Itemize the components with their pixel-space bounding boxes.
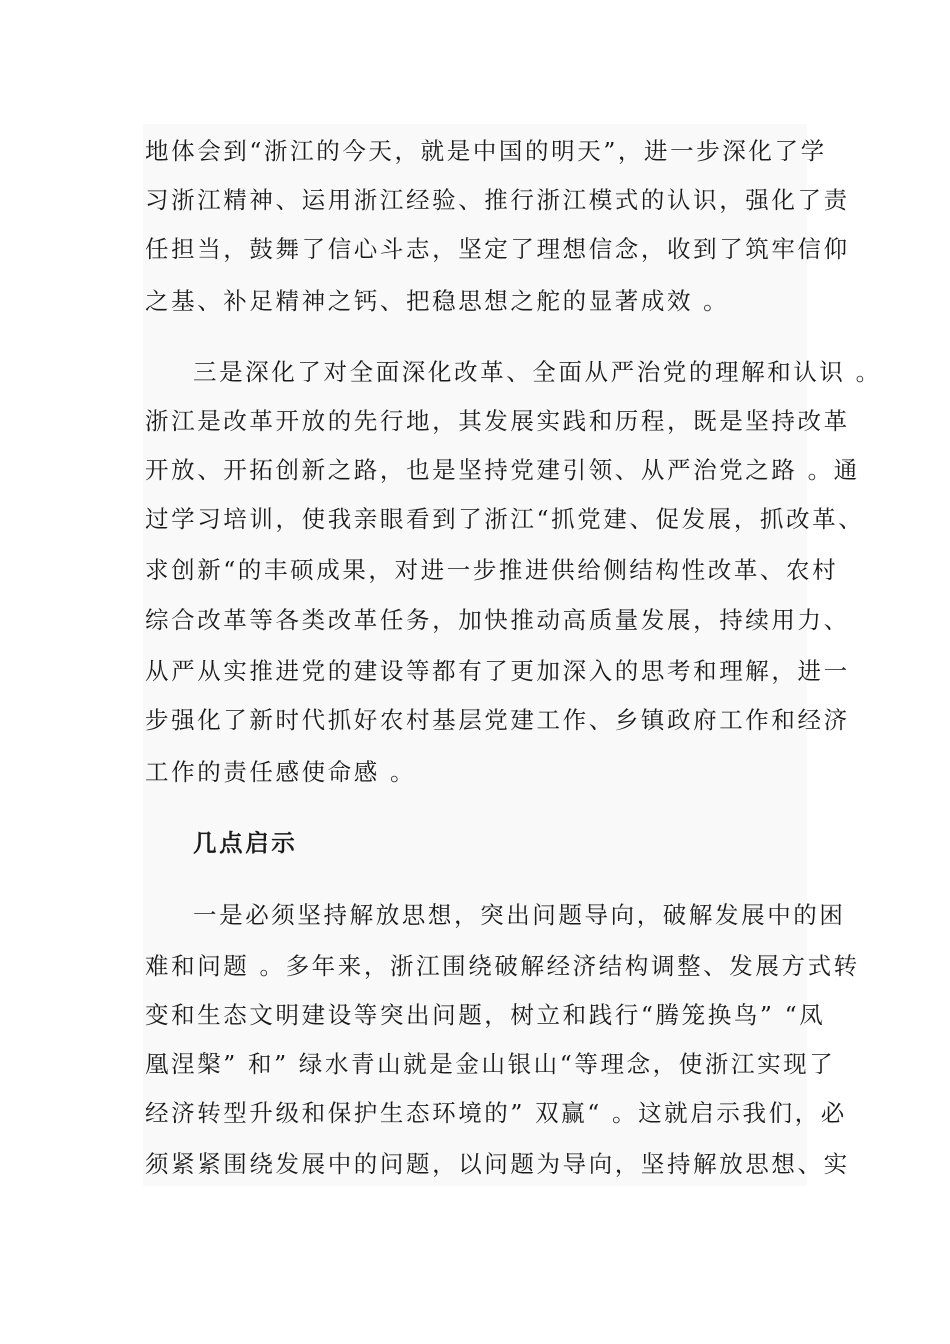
section-heading: 几点启示 bbox=[193, 829, 298, 857]
paragraph-first-line: 一是必须坚持解放思想，突出问题导向，破解发展中的困 bbox=[193, 901, 846, 929]
paragraph-first-line: 三是深化了对全面深化改革、全面从严治党的理解和认识 。 bbox=[193, 358, 882, 386]
paragraph-line: 之基、补足精神之钙、把稳思想之舵的显著成效 。 bbox=[145, 287, 730, 315]
paragraph-line: 习浙江精神、运用浙江经验、推行浙江模式的认识，强化了责 bbox=[145, 186, 850, 214]
paragraph-line: 地体会到“浙江的今天，就是中国的明天”，进一步深化了学 bbox=[145, 137, 827, 165]
paragraph-line: 须紧紧围绕发展中的问题，以问题为导向，坚持解放思想、实 bbox=[145, 1150, 850, 1178]
paragraph-line: 经济转型升级和保护生态环境的” 双赢“ 。这就启示我们，必 bbox=[145, 1099, 847, 1127]
paragraph-line: 工作的责任感使命感 。 bbox=[145, 758, 417, 786]
paragraph-line: 开放、开拓创新之路，也是坚持党建引领、从严治党之路 。通 bbox=[145, 456, 860, 484]
paragraph-line: 求创新“的丰硕成果，对进一步推进供给侧结构性改革、农村 bbox=[145, 556, 839, 584]
paragraph-line: 任担当，鼓舞了信心斗志，坚定了理想信念，收到了筑牢信仰 bbox=[145, 235, 850, 263]
paragraph-line: 步强化了新时代抓好农村基层党建工作、乡镇政府工作和经济 bbox=[145, 706, 850, 734]
paragraph-line: 从严从实推进党的建设等都有了更加深入的思考和理解，进一 bbox=[145, 657, 850, 685]
paragraph-line: 过学习培训，使我亲眼看到了浙江“抓党建、促发展，抓改革、 bbox=[145, 505, 865, 533]
paragraph-line: 变和生态文明建设等突出问题，树立和践行“腾笼换鸟” “凤 bbox=[145, 1001, 826, 1029]
paragraph-line: 难和问题 。多年来，浙江围绕破解经济结构调整、发展方式转 bbox=[145, 952, 860, 980]
paragraph-line: 综合改革等各类改革任务，加快推动高质量发展，持续用力、 bbox=[145, 606, 850, 634]
paragraph-line: 浙江是改革开放的先行地，其发展实践和历程，既是坚持改革 bbox=[145, 407, 850, 435]
paragraph-line: 凰涅槃” 和” 绿水青山就是金山银山“等理念，使浙江实现了 bbox=[145, 1050, 836, 1078]
